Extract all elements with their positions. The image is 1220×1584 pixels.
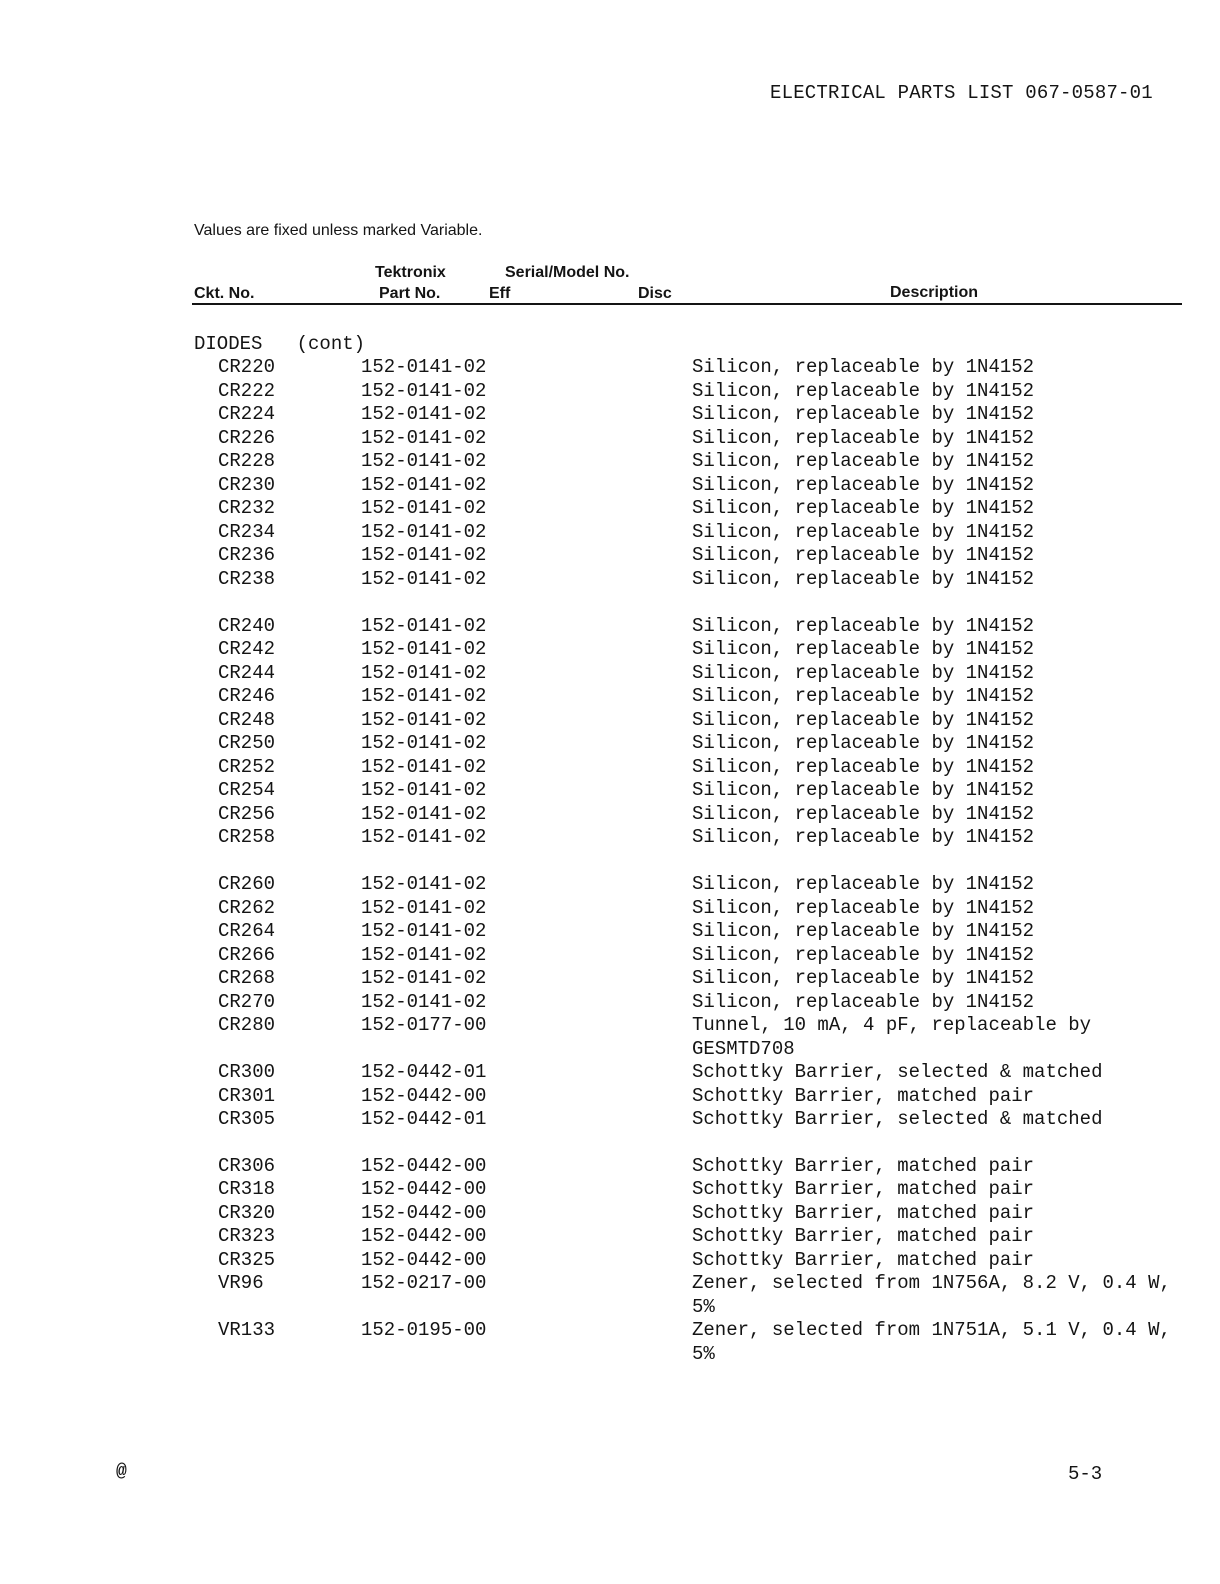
part-no-cell: 152-0177-00 xyxy=(361,1014,487,1036)
part-no-cell: 152-0141-02 xyxy=(361,356,487,378)
description-cell: Silicon, replaceable by 1N4152 xyxy=(692,544,1035,566)
ckt-no-cell: CR254 xyxy=(218,779,276,801)
column-header-description: Description xyxy=(890,284,979,301)
ckt-no-cell: CR318 xyxy=(218,1178,276,1200)
ckt-no-cell: CR323 xyxy=(218,1225,276,1247)
part-no-cell: 152-0442-00 xyxy=(361,1202,487,1224)
description-cell: Silicon, replaceable by 1N4152 xyxy=(692,897,1035,919)
description-cell: Silicon, replaceable by 1N4152 xyxy=(692,380,1035,402)
description-cell: Silicon, replaceable by 1N4152 xyxy=(692,521,1035,543)
description-cell: Silicon, replaceable by 1N4152 xyxy=(692,450,1035,472)
part-no-cell: 152-0141-02 xyxy=(361,380,487,402)
ckt-no-cell: CR236 xyxy=(218,544,276,566)
ckt-no-cell: CR232 xyxy=(218,497,276,519)
column-header-eff: Eff xyxy=(489,285,511,302)
footer-mark: @ xyxy=(116,1462,127,1482)
description-cell: Silicon, replaceable by 1N4152 xyxy=(692,873,1035,895)
ckt-no-cell: VR133 xyxy=(218,1319,276,1341)
ckt-no-cell: CR242 xyxy=(218,638,276,660)
description-cell: Silicon, replaceable by 1N4152 xyxy=(692,568,1035,590)
ckt-no-cell: CR252 xyxy=(218,756,276,778)
ckt-no-cell: CR248 xyxy=(218,709,276,731)
ckt-no-cell: VR96 xyxy=(218,1272,264,1294)
column-header-part-no: Part No. xyxy=(379,285,441,302)
ckt-no-cell: CR270 xyxy=(218,991,276,1013)
part-no-cell: 152-0141-02 xyxy=(361,967,487,989)
part-no-cell: 152-0141-02 xyxy=(361,779,487,801)
part-no-cell: 152-0141-02 xyxy=(361,427,487,449)
ckt-no-cell: CR260 xyxy=(218,873,276,895)
description-cell: Silicon, replaceable by 1N4152 xyxy=(692,474,1035,496)
part-no-cell: 152-0141-02 xyxy=(361,803,487,825)
ckt-no-cell: CR256 xyxy=(218,803,276,825)
part-no-cell: 152-0141-02 xyxy=(361,991,487,1013)
ckt-no-cell: CR234 xyxy=(218,521,276,543)
description-cell: Silicon, replaceable by 1N4152 xyxy=(692,944,1035,966)
description-cell: Tunnel, 10 mA, 4 pF, replaceable by GESMTD708 xyxy=(692,1014,1092,1060)
part-no-cell: 152-0141-02 xyxy=(361,638,487,660)
column-header-ckt-no: Ckt. No. xyxy=(194,285,255,302)
part-no-cell: 152-0442-00 xyxy=(361,1155,487,1177)
description-cell: Silicon, replaceable by 1N4152 xyxy=(692,826,1035,848)
description-cell: Silicon, replaceable by 1N4152 xyxy=(692,732,1035,754)
part-no-cell: 152-0141-02 xyxy=(361,662,487,684)
description-cell: Schottky Barrier, selected & matched xyxy=(692,1061,1103,1083)
part-no-cell: 152-0141-02 xyxy=(361,521,487,543)
ckt-no-cell: CR220 xyxy=(218,356,276,378)
description-cell: Silicon, replaceable by 1N4152 xyxy=(692,709,1035,731)
ckt-no-cell: CR301 xyxy=(218,1085,276,1107)
description-cell: Silicon, replaceable by 1N4152 xyxy=(692,756,1035,778)
part-no-cell: 152-0141-02 xyxy=(361,568,487,590)
ckt-no-cell: CR228 xyxy=(218,450,276,472)
part-no-cell: 152-0442-01 xyxy=(361,1108,487,1130)
ckt-no-cell: CR230 xyxy=(218,474,276,496)
description-cell: Schottky Barrier, selected & matched xyxy=(692,1108,1103,1130)
description-cell: Schottky Barrier, matched pair xyxy=(692,1202,1035,1224)
part-no-cell: 152-0141-02 xyxy=(361,544,487,566)
description-cell: Zener, selected from 1N756A, 8.2 V, 0.4 W, 5% xyxy=(692,1272,1171,1318)
part-no-cell: 152-0141-02 xyxy=(361,873,487,895)
ckt-no-cell: CR264 xyxy=(218,920,276,942)
description-cell: Silicon, replaceable by 1N4152 xyxy=(692,662,1035,684)
section-title: DIODES (cont) xyxy=(194,333,366,355)
description-cell: Silicon, replaceable by 1N4152 xyxy=(692,615,1035,637)
description-cell: Silicon, replaceable by 1N4152 xyxy=(692,779,1035,801)
description-cell: Silicon, replaceable by 1N4152 xyxy=(692,356,1035,378)
part-no-cell: 152-0141-02 xyxy=(361,732,487,754)
part-no-cell: 152-0141-02 xyxy=(361,450,487,472)
part-no-cell: 152-0141-02 xyxy=(361,944,487,966)
description-cell: Silicon, replaceable by 1N4152 xyxy=(692,427,1035,449)
column-header-tektronix: Tektronix xyxy=(375,264,446,281)
part-no-cell: 152-0141-02 xyxy=(361,897,487,919)
description-cell: Zener, selected from 1N751A, 5.1 V, 0.4 W, 5% xyxy=(692,1319,1171,1365)
page-header-title: ELECTRICAL PARTS LIST 067-0587-01 xyxy=(770,82,1153,104)
part-no-cell: 152-0141-02 xyxy=(361,474,487,496)
ckt-no-cell: CR320 xyxy=(218,1202,276,1224)
part-no-cell: 152-0442-01 xyxy=(361,1061,487,1083)
ckt-no-cell: CR238 xyxy=(218,568,276,590)
part-no-cell: 152-0442-00 xyxy=(361,1178,487,1200)
part-no-cell: 152-0141-02 xyxy=(361,756,487,778)
part-no-cell: 152-0217-00 xyxy=(361,1272,487,1294)
description-cell: Schottky Barrier, matched pair xyxy=(692,1178,1035,1200)
part-no-cell: 152-0442-00 xyxy=(361,1249,487,1271)
description-cell: Silicon, replaceable by 1N4152 xyxy=(692,403,1035,425)
ckt-no-cell: CR250 xyxy=(218,732,276,754)
page-number: 5-3 xyxy=(1068,1463,1103,1485)
description-cell: Silicon, replaceable by 1N4152 xyxy=(692,685,1035,707)
description-cell: Silicon, replaceable by 1N4152 xyxy=(692,497,1035,519)
column-header-serial-model: Serial/Model No. xyxy=(505,264,630,281)
ckt-no-cell: CR300 xyxy=(218,1061,276,1083)
ckt-no-cell: CR280 xyxy=(218,1014,276,1036)
part-no-cell: 152-0442-00 xyxy=(361,1225,487,1247)
ckt-no-cell: CR240 xyxy=(218,615,276,637)
ckt-no-cell: CR306 xyxy=(218,1155,276,1177)
part-no-cell: 152-0442-00 xyxy=(361,1085,487,1107)
description-cell: Schottky Barrier, matched pair xyxy=(692,1155,1035,1177)
ckt-no-cell: CR246 xyxy=(218,685,276,707)
ckt-no-cell: CR258 xyxy=(218,826,276,848)
part-no-cell: 152-0141-02 xyxy=(361,497,487,519)
description-cell: Schottky Barrier, matched pair xyxy=(692,1085,1035,1107)
column-header-disc: Disc xyxy=(638,285,672,302)
ckt-no-cell: CR305 xyxy=(218,1108,276,1130)
part-no-cell: 152-0141-02 xyxy=(361,920,487,942)
description-cell: Silicon, replaceable by 1N4152 xyxy=(692,638,1035,660)
description-cell: Silicon, replaceable by 1N4152 xyxy=(692,920,1035,942)
ckt-no-cell: CR268 xyxy=(218,967,276,989)
description-cell: Schottky Barrier, matched pair xyxy=(692,1249,1035,1271)
ckt-no-cell: CR266 xyxy=(218,944,276,966)
values-note: Values are fixed unless marked Variable. xyxy=(194,222,483,239)
ckt-no-cell: CR244 xyxy=(218,662,276,684)
part-no-cell: 152-0141-02 xyxy=(361,685,487,707)
ckt-no-cell: CR325 xyxy=(218,1249,276,1271)
description-cell: Silicon, replaceable by 1N4152 xyxy=(692,991,1035,1013)
description-cell: Silicon, replaceable by 1N4152 xyxy=(692,803,1035,825)
description-cell: Silicon, replaceable by 1N4152 xyxy=(692,967,1035,989)
part-no-cell: 152-0141-02 xyxy=(361,403,487,425)
part-no-cell: 152-0195-00 xyxy=(361,1319,487,1341)
part-no-cell: 152-0141-02 xyxy=(361,709,487,731)
ckt-no-cell: CR222 xyxy=(218,380,276,402)
ckt-no-cell: CR262 xyxy=(218,897,276,919)
ckt-no-cell: CR224 xyxy=(218,403,276,425)
part-no-cell: 152-0141-02 xyxy=(361,615,487,637)
part-no-cell: 152-0141-02 xyxy=(361,826,487,848)
ckt-no-cell: CR226 xyxy=(218,427,276,449)
description-cell: Schottky Barrier, matched pair xyxy=(692,1225,1035,1247)
